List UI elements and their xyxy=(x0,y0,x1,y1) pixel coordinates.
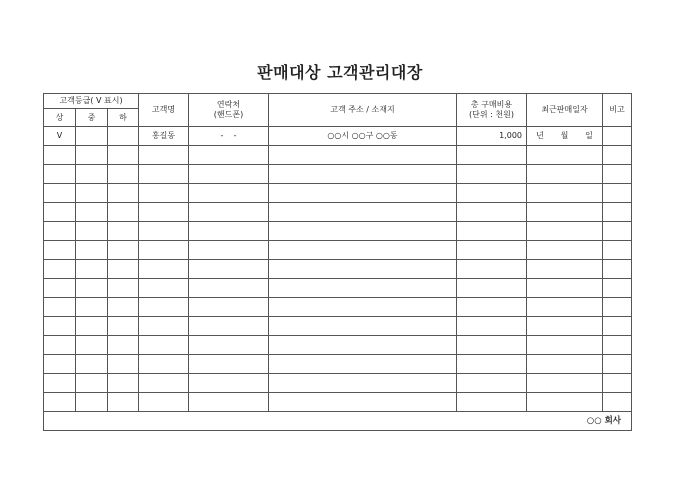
customer-name-cell[interactable] xyxy=(139,184,189,203)
table-row xyxy=(44,393,632,412)
grade-low-cell[interactable] xyxy=(108,374,139,393)
header-contact-line1: 연락처 xyxy=(216,100,241,110)
total-cell[interactable] xyxy=(457,184,527,203)
header-total-line2: (단위 : 천원) xyxy=(469,110,514,119)
grade-low-cell[interactable] xyxy=(108,317,139,336)
ledger-body xyxy=(44,127,632,412)
contact-cell[interactable] xyxy=(189,165,269,184)
customer-name-cell[interactable] xyxy=(139,165,189,184)
grade-mid-cell[interactable] xyxy=(76,393,108,412)
customer-name-cell[interactable] xyxy=(139,317,189,336)
address-cell[interactable] xyxy=(269,317,457,336)
customer-name-cell[interactable] xyxy=(139,203,189,222)
table-row xyxy=(44,146,632,165)
total-cell[interactable] xyxy=(457,260,527,279)
customer-name-cell[interactable] xyxy=(139,146,189,165)
header-note: 비고 xyxy=(603,94,632,127)
grade-low-cell[interactable] xyxy=(108,393,139,412)
address-cell[interactable] xyxy=(269,203,457,222)
date-month-label: 월 xyxy=(560,131,569,141)
contact-cell[interactable] xyxy=(189,317,269,336)
grade-mid-cell[interactable] xyxy=(76,374,108,393)
recent-date-cell[interactable] xyxy=(527,336,603,355)
header-grade-high: 상 xyxy=(44,109,76,127)
header-address: 고객 주소 / 소재지 xyxy=(269,94,457,127)
customer-name-cell[interactable] xyxy=(139,374,189,393)
recent-date-cell[interactable] xyxy=(527,127,603,146)
grade-high-cell[interactable] xyxy=(44,165,76,184)
contact-cell[interactable] xyxy=(189,393,269,412)
contact-cell[interactable] xyxy=(189,184,269,203)
note-cell[interactable] xyxy=(603,146,632,165)
grade-low-cell[interactable] xyxy=(108,165,139,184)
note-cell[interactable] xyxy=(603,374,632,393)
grade-mid-cell[interactable] xyxy=(76,165,108,184)
contact-cell[interactable] xyxy=(189,241,269,260)
grade-low-cell[interactable] xyxy=(108,336,139,355)
grade-mid-cell[interactable] xyxy=(76,241,108,260)
customer-name-cell[interactable] xyxy=(139,260,189,279)
table-row xyxy=(44,279,632,298)
recent-date-cell[interactable] xyxy=(527,355,603,374)
customer-name-cell[interactable] xyxy=(139,393,189,412)
recent-date-cell[interactable] xyxy=(527,374,603,393)
address-cell[interactable] xyxy=(269,336,457,355)
contact-cell[interactable] xyxy=(189,146,269,165)
header-contact xyxy=(189,94,269,127)
table-row xyxy=(44,336,632,355)
recent-date-cell[interactable] xyxy=(527,393,603,412)
grade-high-cell[interactable]: V xyxy=(44,127,76,146)
total-cell[interactable] xyxy=(457,374,527,393)
address-cell[interactable] xyxy=(269,393,457,412)
total-cell[interactable] xyxy=(457,203,527,222)
note-cell[interactable] xyxy=(603,241,632,260)
total-cell[interactable] xyxy=(457,279,527,298)
recent-date-cell[interactable] xyxy=(527,203,603,222)
table-row xyxy=(44,127,632,146)
table-row xyxy=(44,374,632,393)
contact-cell[interactable] xyxy=(189,279,269,298)
grade-low-cell[interactable] xyxy=(108,355,139,374)
header-grade-low: 하 xyxy=(108,109,139,127)
grade-low-cell[interactable] xyxy=(108,184,139,203)
grade-high-cell[interactable] xyxy=(44,146,76,165)
note-cell[interactable] xyxy=(603,260,632,279)
grade-mid-cell[interactable] xyxy=(76,317,108,336)
note-cell[interactable] xyxy=(603,355,632,374)
address-cell[interactable] xyxy=(269,184,457,203)
grade-high-cell[interactable] xyxy=(44,222,76,241)
page-title: 판매대상 고객관리대장 xyxy=(257,63,423,82)
table-row xyxy=(44,317,632,336)
table-row xyxy=(44,355,632,374)
grade-low-cell[interactable] xyxy=(108,222,139,241)
contact-cell[interactable] xyxy=(189,374,269,393)
table-row xyxy=(44,165,632,184)
grade-high-cell[interactable] xyxy=(44,260,76,279)
address-cell[interactable] xyxy=(269,279,457,298)
grade-mid-cell[interactable] xyxy=(76,222,108,241)
grade-mid-cell[interactable] xyxy=(76,127,108,146)
header-recent-date: 최근판매일자 xyxy=(527,94,603,127)
total-cell[interactable] xyxy=(457,222,527,241)
grade-high-cell[interactable] xyxy=(44,355,76,374)
customer-name-cell[interactable] xyxy=(139,279,189,298)
address-cell[interactable]: ○○시 ○○구 ○○동 xyxy=(269,127,457,146)
table-row xyxy=(44,241,632,260)
customer-ledger-table xyxy=(43,93,632,431)
grade-high-cell[interactable] xyxy=(44,184,76,203)
recent-date-cell[interactable] xyxy=(527,222,603,241)
total-cell[interactable] xyxy=(457,298,527,317)
note-cell[interactable] xyxy=(603,184,632,203)
note-cell[interactable] xyxy=(603,165,632,184)
address-cell[interactable] xyxy=(269,165,457,184)
date-year-label: 년 xyxy=(536,131,544,141)
note-cell[interactable] xyxy=(603,222,632,241)
header-grade-mid: 중 xyxy=(76,109,108,127)
total-cell[interactable] xyxy=(457,241,527,260)
customer-name-cell[interactable] xyxy=(139,241,189,260)
total-cell[interactable] xyxy=(457,336,527,355)
contact-cell[interactable] xyxy=(189,298,269,317)
total-cell[interactable] xyxy=(457,317,527,336)
grade-high-cell[interactable] xyxy=(44,374,76,393)
grade-mid-cell[interactable] xyxy=(76,260,108,279)
note-cell[interactable] xyxy=(603,336,632,355)
note-cell[interactable] xyxy=(603,393,632,412)
recent-date-cell[interactable] xyxy=(527,165,603,184)
note-cell[interactable] xyxy=(603,279,632,298)
table-row xyxy=(44,203,632,222)
address-cell[interactable] xyxy=(269,260,457,279)
grade-high-cell[interactable] xyxy=(44,298,76,317)
total-cell[interactable]: 1,000 xyxy=(457,127,527,146)
grade-mid-cell[interactable] xyxy=(76,355,108,374)
header-contact-line2: (핸드폰) xyxy=(213,110,244,119)
address-cell[interactable] xyxy=(269,146,457,165)
customer-name-cell[interactable] xyxy=(139,298,189,317)
contact-cell[interactable] xyxy=(189,203,269,222)
address-cell[interactable] xyxy=(269,222,457,241)
contact-cell[interactable]: - - xyxy=(189,127,269,146)
grade-mid-cell[interactable] xyxy=(76,203,108,222)
recent-date-cell[interactable] xyxy=(527,241,603,260)
table-row xyxy=(44,184,632,203)
total-cell[interactable] xyxy=(457,393,527,412)
grade-high-cell[interactable] xyxy=(44,279,76,298)
contact-cell[interactable] xyxy=(189,260,269,279)
date-day-label: 일 xyxy=(585,131,593,141)
grade-mid-cell[interactable] xyxy=(76,336,108,355)
customer-name-cell[interactable] xyxy=(139,336,189,355)
grade-high-cell[interactable] xyxy=(44,393,76,412)
grade-mid-cell[interactable] xyxy=(76,298,108,317)
grade-mid-cell[interactable] xyxy=(76,184,108,203)
grade-low-cell[interactable] xyxy=(108,127,139,146)
grade-low-cell[interactable] xyxy=(108,241,139,260)
grade-high-cell[interactable] xyxy=(44,317,76,336)
total-cell[interactable] xyxy=(457,146,527,165)
recent-date-cell[interactable] xyxy=(527,184,603,203)
note-cell[interactable] xyxy=(603,203,632,222)
contact-cell[interactable] xyxy=(189,355,269,374)
recent-date-cell[interactable] xyxy=(527,298,603,317)
grade-low-cell[interactable] xyxy=(108,203,139,222)
contact-cell[interactable] xyxy=(189,336,269,355)
grade-low-cell[interactable] xyxy=(108,298,139,317)
note-cell[interactable] xyxy=(603,298,632,317)
header-total-line1: 총 구매비용 xyxy=(470,100,513,110)
grade-low-cell[interactable] xyxy=(108,146,139,165)
grade-low-cell[interactable] xyxy=(108,260,139,279)
contact-cell[interactable] xyxy=(189,222,269,241)
total-cell[interactable] xyxy=(457,165,527,184)
recent-date-cell[interactable] xyxy=(527,146,603,165)
recent-date-cell[interactable] xyxy=(527,317,603,336)
address-cell[interactable] xyxy=(269,241,457,260)
grade-high-cell[interactable] xyxy=(44,336,76,355)
header-grade-group: 고객등급( V 표시) xyxy=(44,94,139,109)
company-footer: ○○ 회사 xyxy=(44,412,632,431)
customer-name-cell[interactable] xyxy=(139,222,189,241)
address-cell[interactable] xyxy=(269,374,457,393)
grade-high-cell[interactable] xyxy=(44,241,76,260)
header-total xyxy=(457,94,527,127)
recent-date-cell[interactable] xyxy=(527,260,603,279)
note-cell[interactable] xyxy=(603,317,632,336)
total-cell[interactable] xyxy=(457,355,527,374)
recent-date-cell[interactable] xyxy=(527,279,603,298)
table-row xyxy=(44,298,632,317)
note-cell[interactable] xyxy=(603,127,632,146)
header-customer-name: 고객명 xyxy=(139,94,189,127)
grade-mid-cell[interactable] xyxy=(76,279,108,298)
grade-high-cell[interactable] xyxy=(44,203,76,222)
grade-low-cell[interactable] xyxy=(108,279,139,298)
customer-name-cell[interactable] xyxy=(139,355,189,374)
table-row xyxy=(44,260,632,279)
customer-name-cell[interactable]: 홍길동 xyxy=(139,127,189,146)
address-cell[interactable] xyxy=(269,298,457,317)
address-cell[interactable] xyxy=(269,355,457,374)
grade-mid-cell[interactable] xyxy=(76,146,108,165)
table-row xyxy=(44,222,632,241)
